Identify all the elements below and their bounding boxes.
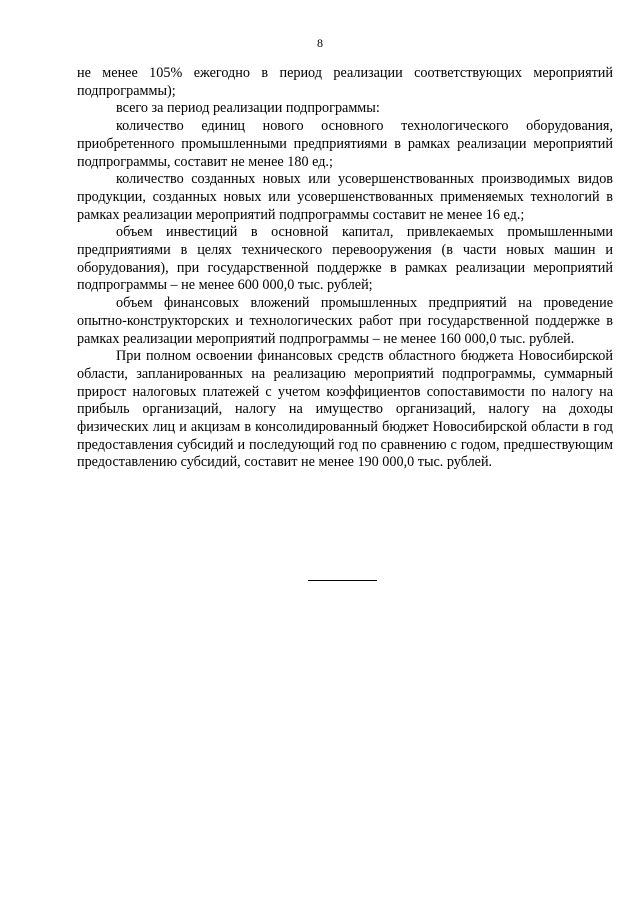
- paragraph-total-period: всего за период реализации подпрограммы:: [116, 100, 380, 117]
- end-divider: [308, 580, 377, 581]
- page-number: 8: [317, 36, 323, 50]
- paragraph-investments: объем инвестиций в основной капитал, привлекаемых промышленными предприятиями в целях технического перевооружения (в части новых машин и оборудования), при государственной поддержке в рамках реализации мероприятий подпрограммы – не менее 600 000,0 тыс. рублей;: [77, 224, 613, 294]
- paragraph-continuation: не менее 105% ежегодно в период реализации соответствующих мероприятий подпрограммы);: [77, 65, 613, 99]
- paragraph-tax-growth: При полном освоении финансовых средств областного бюджета Новосибирской области, запланированных на реализацию мероприятий подпрограммы, суммарный прирост налоговых платежей с учетом коэффициентов сопоставимости по налогу на прибыль организаций, налогу на имущество организаций, налогу на доходы физических лиц и акцизам в консолидированный бюджет Новосибирской области в год предоставления субсидий и последующий год по сравнению с годом, предшествующим предоставлению субсидий, составит не менее 190 000,0 тыс. рублей.: [77, 348, 613, 471]
- paragraph-product-types: количество созданных новых или усовершенствованных производимых видов продукции, созданных новых или усовершенствованных применяемых технологий в рамках реализации мероприятий подпрограммы составит не менее 16 ед.;: [77, 171, 613, 223]
- document-body: [77, 65, 613, 472]
- paragraph-equipment-units: количество единиц нового основного технологического оборудования, приобретенного промышленными предприятиями в рамках реализации мероприятий подпрограммы, составит не менее 180 ед.;: [77, 118, 613, 170]
- paragraph-rnd-investments: объем финансовых вложений промышленных предприятий на проведение опытно-конструкторских и технологических работ при государственной поддержке в рамках реализации мероприятий подпрограммы – не менее 160 000,0 тыс. рублей.: [77, 295, 613, 347]
